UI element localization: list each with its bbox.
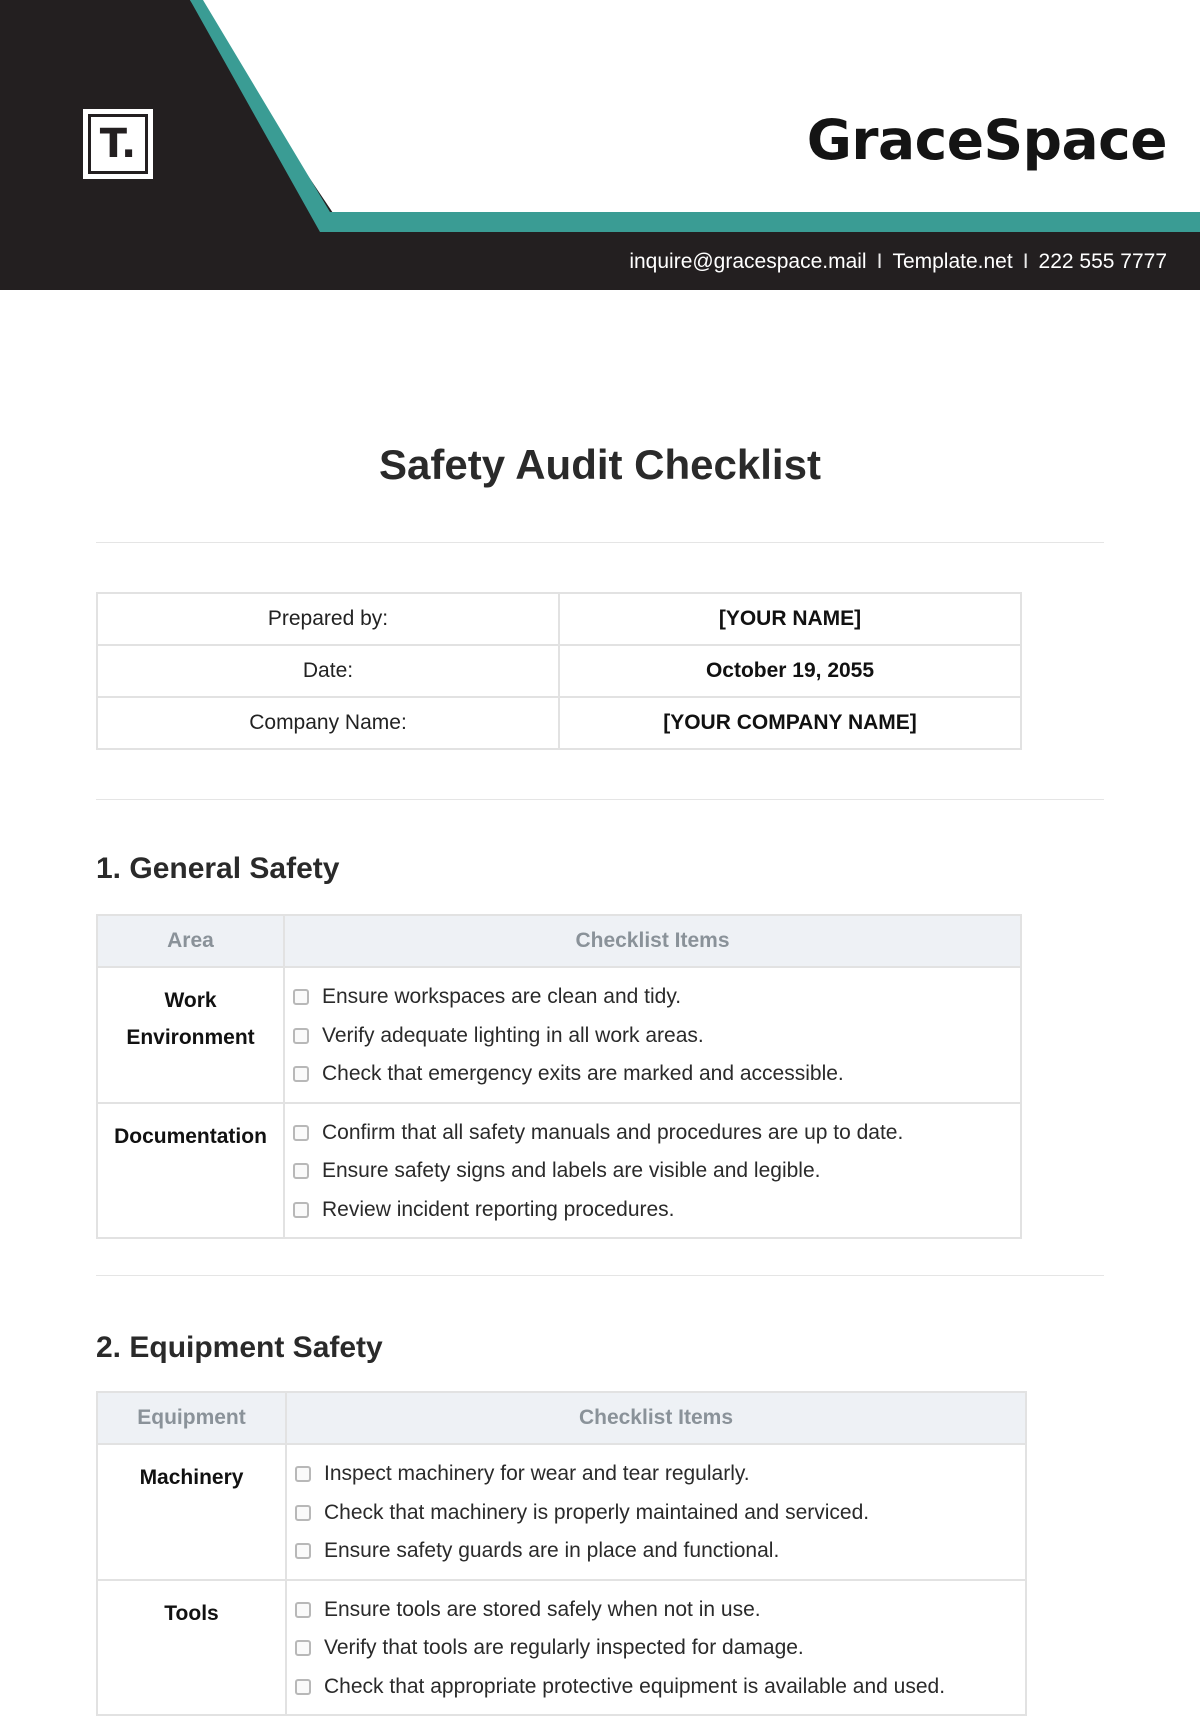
checklist-item bbox=[293, 1114, 1020, 1153]
brand-name: GraceSpace bbox=[806, 108, 1167, 172]
checklist-item-text: Check that appropriate protective equipment is available and used. bbox=[324, 1674, 946, 1698]
items-cell bbox=[286, 1444, 1026, 1580]
checklist-item-text: Verify adequate lighting in all work areas. bbox=[322, 1023, 704, 1047]
info-label: Company Name: bbox=[97, 697, 559, 749]
checklist-item bbox=[293, 1017, 1020, 1056]
info-value[interactable]: October 19, 2055 bbox=[559, 645, 1021, 697]
checklist-item bbox=[295, 1629, 1025, 1668]
area-label: Tools bbox=[164, 1601, 219, 1625]
checklist-item bbox=[293, 1152, 1020, 1191]
area-cell bbox=[97, 1444, 286, 1580]
checklist-item-text: Ensure safety guards are in place and functional. bbox=[324, 1539, 780, 1563]
checklist-item-text: Check that machinery is properly maintained and serviced. bbox=[324, 1500, 870, 1524]
info-row bbox=[97, 645, 1021, 697]
area-cell bbox=[97, 1580, 286, 1716]
info-value[interactable]: [YOUR NAME] bbox=[559, 593, 1021, 645]
items-cell bbox=[284, 967, 1021, 1103]
checklist-item bbox=[293, 978, 1020, 1017]
checklist-item-text: Ensure safety signs and labels are visible and legible. bbox=[322, 1159, 821, 1183]
checkbox[interactable] bbox=[295, 1466, 311, 1482]
checkbox[interactable] bbox=[293, 1202, 309, 1218]
checkbox[interactable] bbox=[295, 1602, 311, 1618]
checklist-item-text: Verify that tools are regularly inspected for damage. bbox=[324, 1636, 804, 1660]
checklist-item-text: Ensure tools are stored safely when not in use. bbox=[324, 1597, 761, 1621]
checklist-item bbox=[293, 1055, 1020, 1094]
area-cell bbox=[97, 967, 284, 1103]
table-header-row bbox=[97, 1392, 1026, 1444]
checklist-table bbox=[96, 914, 1022, 1239]
area-label: Machinery bbox=[139, 1466, 244, 1489]
area-label: Work bbox=[164, 989, 217, 1012]
header-banner bbox=[0, 0, 1200, 290]
divider bbox=[96, 1275, 1104, 1276]
checkbox[interactable] bbox=[295, 1679, 311, 1695]
info-label: Prepared by: bbox=[97, 593, 559, 645]
checklist-item bbox=[295, 1494, 1025, 1533]
checklist-item-text: Inspect machinery for wear and tear regularly. bbox=[324, 1462, 750, 1486]
table-row bbox=[97, 967, 1021, 1103]
info-table bbox=[96, 592, 1022, 750]
checklist-item bbox=[293, 1191, 1020, 1230]
contact-phone: 222 555 7777 bbox=[1038, 250, 1167, 273]
checklist-item-text: Review incident reporting procedures. bbox=[322, 1197, 675, 1221]
table-row bbox=[97, 1580, 1026, 1716]
table-row bbox=[97, 1444, 1026, 1580]
contact-line bbox=[629, 250, 1167, 274]
page-title: Safety Audit Checklist bbox=[379, 441, 821, 488]
divider bbox=[96, 542, 1104, 543]
logo bbox=[83, 109, 153, 179]
contact-separator: I bbox=[876, 250, 883, 273]
section-title: 1. General Safety bbox=[96, 852, 340, 885]
column-header: Area bbox=[97, 915, 284, 967]
column-header: Equipment bbox=[97, 1392, 286, 1444]
checkbox[interactable] bbox=[293, 1163, 309, 1179]
column-header: Checklist Items bbox=[284, 915, 1021, 967]
info-label: Date: bbox=[97, 645, 559, 697]
checkbox[interactable] bbox=[295, 1505, 311, 1521]
column-header: Checklist Items bbox=[286, 1392, 1026, 1444]
checklist-item bbox=[295, 1591, 1025, 1630]
items-cell bbox=[284, 1103, 1021, 1239]
checkbox[interactable] bbox=[295, 1543, 311, 1559]
checklist-item-text: Confirm that all safety manuals and procedures are up to date. bbox=[322, 1120, 904, 1144]
info-row bbox=[97, 593, 1021, 645]
checkbox[interactable] bbox=[293, 1028, 309, 1044]
contact-site: Template.net bbox=[892, 250, 1013, 273]
contact-email: inquire@gracespace.mail bbox=[629, 250, 867, 273]
table-row bbox=[97, 1103, 1021, 1239]
logo-letter: T. bbox=[88, 114, 148, 174]
checklist-item-text: Ensure workspaces are clean and tidy. bbox=[322, 985, 682, 1009]
area-label: Environment bbox=[126, 1026, 255, 1049]
checkbox[interactable] bbox=[293, 1066, 309, 1082]
checkbox[interactable] bbox=[293, 989, 309, 1005]
table-header-row bbox=[97, 915, 1021, 967]
contact-separator: I bbox=[1022, 250, 1029, 273]
info-value[interactable]: [YOUR COMPANY NAME] bbox=[559, 697, 1021, 749]
checklist-item-text: Check that emergency exits are marked and accessible. bbox=[322, 1062, 844, 1086]
info-row bbox=[97, 697, 1021, 749]
checklist-item bbox=[295, 1455, 1025, 1494]
checkbox[interactable] bbox=[293, 1125, 309, 1141]
checklist-item bbox=[295, 1668, 1025, 1707]
section-title: 2. Equipment Safety bbox=[96, 1331, 383, 1364]
checklist-item bbox=[295, 1532, 1025, 1571]
items-cell bbox=[286, 1580, 1026, 1716]
checkbox[interactable] bbox=[295, 1640, 311, 1656]
area-label: Documentation bbox=[114, 1124, 267, 1148]
area-cell bbox=[97, 1103, 284, 1239]
checklist-table bbox=[96, 1391, 1027, 1716]
divider bbox=[96, 799, 1104, 800]
